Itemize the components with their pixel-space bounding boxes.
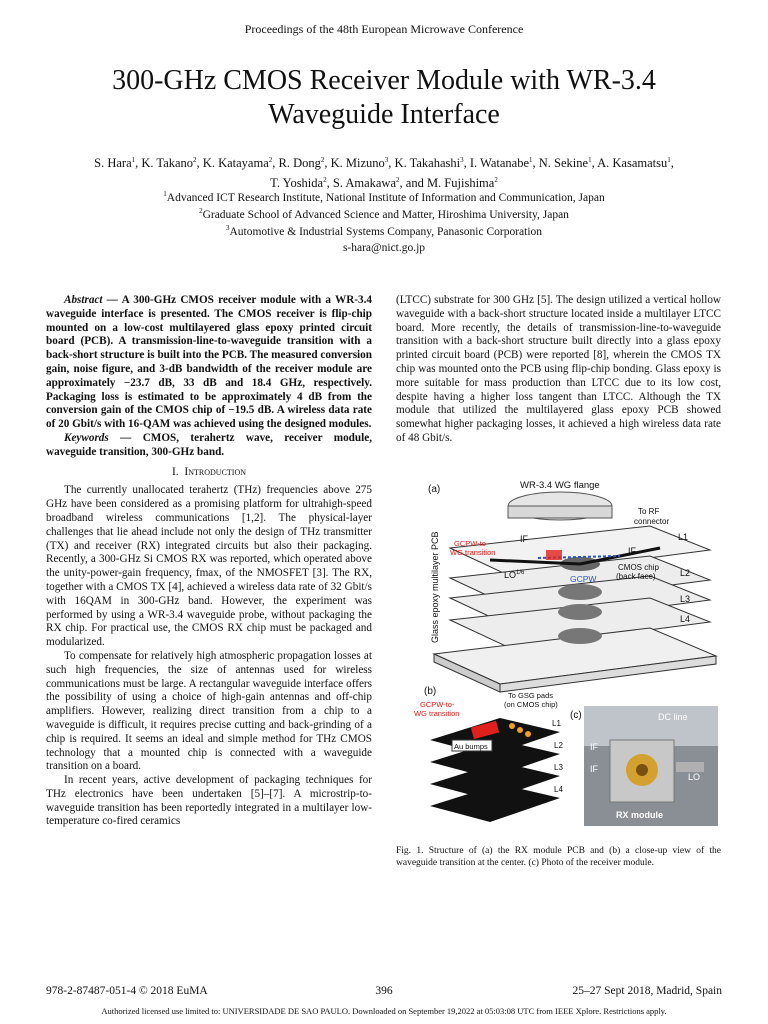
- figure-1-drawing: [414, 478, 720, 834]
- author-line-2: T. Yoshida$^2$, S. Amakawa$^2$, and M. Fujishima$^2$: [270, 176, 498, 191]
- wg-transition-label: WG transition: [450, 548, 496, 557]
- title-line-2: Waveguide Interface: [268, 99, 500, 130]
- license-notice: Authorized licensed use limited to: UNIVERSIDADE DE SAO PAULO. Downloaded on September 19,2022 at 05:03:08 UTC from IEEE Xplore. Restrictions apply.: [101, 1006, 667, 1016]
- figure-1: [414, 478, 720, 834]
- affiliation-2: $^2$Graduate School of Advanced Science and Matter, Hiroshima University, Japan: [199, 207, 569, 221]
- email: s-hara@nict.go.jp: [342, 242, 426, 254]
- cmos-chip-label: CMOS chip: [618, 563, 659, 572]
- affiliation-3: $^3$Automotive & Industrial Systems Company, Panasonic Corporation: [225, 224, 543, 238]
- intro-paragraph-3: In recent years, active development of packaging techniques for THz electronics have been undertaken [5]–[7]. A microstrip-to-waveguide transition has been reportedly integrated in a multilayer low-temperature co-fired ceramics: [46, 774, 372, 828]
- paper-title: [0, 64, 768, 132]
- panel-a-label: (a): [428, 484, 441, 495]
- right-column: [396, 294, 721, 446]
- abstract: Abstract — A 300-GHz CMOS receiver module with a WR-3.4 waveguide interface is presented. The CMOS receiver is flip-chip mounted on a low-cost multilayered glass epoxy printed circuit board (PCB). A transmission-line-to-waveguide transition with a back-short structure is built into the PCB. The measured conversion gain, noise figure, and 3-dB bandwidth of the receiver module are approximately −23.7 dB, 33 dB and 18.4 GHz, respectively. Packaging loss is estimated to be approximately 4 dB from the conversion gain of the CMOS chip of −19.5 dB. A wireless data rate of 20 Gbit/s with 16-QAM was achieved using the designed modules.: [46, 294, 372, 431]
- to-rf-label: To RF: [638, 507, 660, 516]
- left-column: [46, 294, 372, 829]
- if-photo-label-2: IF: [590, 764, 598, 774]
- gcpw-to-b-label: GCPW-to-: [420, 700, 455, 709]
- author-name: K. Takahashi$^3$: [394, 156, 464, 171]
- if-label-right: IF: [628, 546, 636, 556]
- lo-label: $LO^{1/6}$: [504, 570, 525, 580]
- footer-isbn: 978-2-87487-051-4 © 2018 EuMA: [46, 985, 208, 997]
- conference-header: Proceedings of the 48th European Microwave Conference: [244, 22, 524, 36]
- panel-c-label: (c): [570, 710, 582, 721]
- svg-text:L1: L1: [552, 719, 561, 728]
- author-name: K. Takano$^2$: [141, 156, 197, 171]
- wg-transition-b-label: WG transition: [414, 709, 460, 718]
- title-line-1: 300-GHz CMOS Receiver Module with WR-3.4: [112, 65, 656, 96]
- intro-paragraph-1: The currently unallocated terahertz (THz) frequencies above 275 GHz have been considered as a promising platform for ultrahigh-speed broadband wireless communications [1,2]. The physical-layer challenges that lie ahead include not only the design of THz transmitter (TX) and receiver (RX) integrated circuits but also their packaging. Recently, a 300-GHz Si CMOS RX was reported, which operated above the unity-power-gain frequency, fmax, of the NMOSFET [3]. The RX, together with a CMOS TX [4], achieved a wireless data rate of 32 Gbit/s with 16QAM in 300-GHz band. However, the experiment was performed by using a WR-3.4 waveguide probe, without packaging the RX chip. For practical use, the CMOS RX chip must be packaged and modularized.: [46, 484, 372, 649]
- gcpw-label: GCPW: [570, 574, 597, 584]
- layer-l2-label: L2: [680, 568, 691, 578]
- if-photo-label-1: IF: [590, 742, 598, 752]
- continued-paragraph: (LTCC) substrate for 300 GHz [5]. The design utilized a vertical hollow waveguide with a back-short structure located inside a multilayer LTCC board. More recently, the details of transmission-line-to-waveguide transition with a back-short structure built directly into a glass epoxy printed circuit board (PCB) were reported [8], wherein the CMOS TX chip was mounted onto the PCB using flip-chip bonding. Glass epoxy is more suitable for mass production than LTCC due to its low cost, despite having a higher loss tangent than LTCC. Although the TX module that utilized the multilayered glass epoxy PCB showed somewhat higher packaging losses, it achieved a high wireless data rate of 48 Gbit/s.: [396, 294, 721, 444]
- rx-module-label: RX module: [616, 810, 664, 820]
- author-line-1: S. Hara$^1$, K. Takano$^2$, K. Katayama$^2$, R. Dong$^2$, K. Mizuno$^3$, K. Takahashi$^3$, I. Watanabe$^1$, N. Sekine$^1$, A. Kasamatsu$^1$,: [94, 156, 674, 171]
- pcb-side-label: Glass epoxy multilayer PCB: [430, 531, 440, 643]
- wg-flange-label: WR-3.4 WG flange: [520, 480, 600, 491]
- keywords: Keywords — CMOS, terahertz wave, receiver module, waveguide transition, 300-GHz band.: [46, 431, 372, 458]
- panel-b-label: (b): [424, 686, 437, 697]
- if-label-left: IF: [520, 534, 528, 544]
- dc-line-label: DC line: [658, 712, 688, 722]
- to-gsg-label: To GSG pads: [508, 691, 554, 700]
- author-name: S. Amakawa$^2$: [332, 176, 400, 191]
- au-bumps-label: Au bumps: [454, 742, 488, 751]
- lo-photo-label: LO: [688, 772, 701, 782]
- svg-text:L3: L3: [554, 763, 563, 772]
- author-list: [0, 152, 768, 192]
- footer-venue: 25–27 Sept 2018, Madrid, Spain: [572, 985, 722, 997]
- svg-text:L4: L4: [554, 785, 563, 794]
- svg-text:L2: L2: [554, 741, 563, 750]
- author-name: T. Yoshida$^2$: [270, 176, 327, 191]
- gcpw-to-label: GCPW-to-: [454, 539, 489, 548]
- author-name: K. Katayama$^2$: [202, 156, 273, 171]
- back-face-label: (back face): [616, 572, 656, 581]
- page-number: 396: [375, 985, 393, 997]
- affiliation-1: $^1$Advanced ICT Research Institute, National Institute of Information and Communication, Japan: [163, 190, 605, 204]
- author-name: N. Sekine$^1$: [538, 156, 592, 171]
- author-name: R. Dong$^2$: [278, 156, 325, 171]
- layer-l4-label: L4: [680, 614, 691, 624]
- connector-label: connector: [634, 517, 670, 526]
- intro-paragraph-2: To compensate for relatively high atmospheric propagation losses at such high frequencies, the size of antennas used for wireless communications must be large. A rectangular waveguide interface offers the possibility of using a choice of high-gain antennas and off-chip amplifiers. However, realizing direct transition from a chip to a waveguide is difficult, it requires precise cutting and back-grinding of a chip is required. It seems an ideal and simple method for THz CMOS technology that a mounted chip is connected with a waveguide transition on a board.: [46, 649, 372, 773]
- author-name: S. Hara$^1$: [94, 156, 136, 171]
- on-cmos-label: (on CMOS chip): [504, 700, 558, 709]
- author-name: K. Mizuno$^3$: [330, 156, 389, 171]
- author-name: and M. Fujishima$^2$: [405, 176, 498, 191]
- figure-caption: Fig. 1. Structure of (a) the RX module PCB and (b) a close-up view of the waveguide transition at the center. (c) Photo of the receiver module.: [396, 846, 721, 868]
- author-name: A. Kasamatsu$^1$: [597, 156, 671, 171]
- page-footer: [46, 985, 722, 997]
- layer-l1-label: L1: [678, 532, 689, 542]
- layer-l3-label: L3: [680, 594, 691, 604]
- section-heading-introduction: I. Introduction: [171, 465, 247, 478]
- author-name: I. Watanabe$^1$: [469, 156, 533, 171]
